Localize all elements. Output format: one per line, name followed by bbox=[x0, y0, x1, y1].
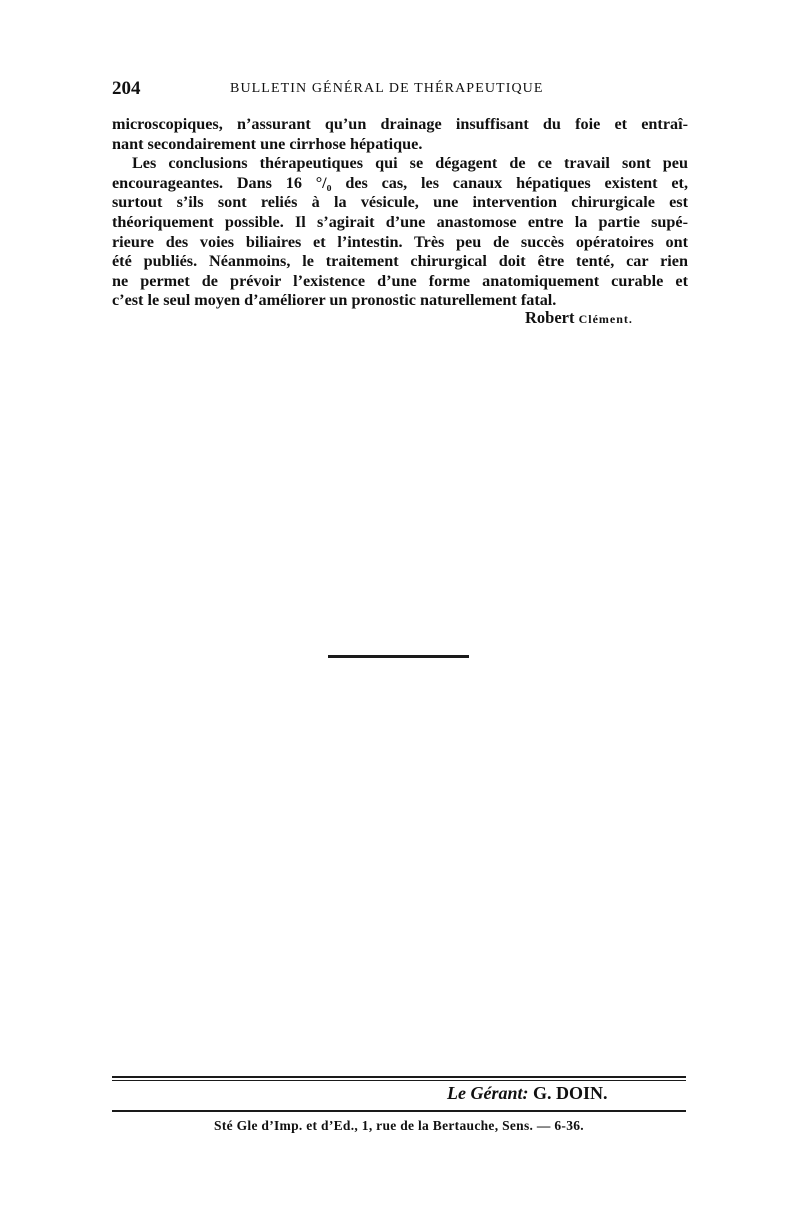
text-line: ne permet de prévoir l’existence d’une forme anatomiquement curable et bbox=[112, 271, 688, 290]
text-line: Les conclusions thérapeutiques qui se dégagent de ce travail sont peu bbox=[132, 154, 688, 173]
footer-rule-top bbox=[112, 1076, 686, 1078]
text-line: surtout s’ils sont reliés à la vésicule, une intervention chirurgicale est bbox=[112, 193, 688, 212]
text-line: rieure des voies biliaires et l’intestin. Très peu de succès opératoires ont bbox=[112, 232, 688, 251]
footer-rule-top-thin bbox=[112, 1080, 686, 1081]
page-header bbox=[112, 78, 686, 102]
page-number: 204 bbox=[112, 78, 141, 99]
gerant-name: G. DOIN. bbox=[532, 1083, 608, 1103]
author-first-name: Robert bbox=[525, 308, 575, 327]
author-signature bbox=[525, 308, 633, 328]
footer-rule-bottom bbox=[112, 1110, 686, 1112]
author-last-name: Clément. bbox=[578, 312, 633, 326]
gerant-label: Le Gérant: bbox=[447, 1083, 529, 1103]
text-line: été publiés. Néanmoins, le traitement chirurgical doit être tenté, car rien bbox=[112, 252, 688, 271]
text-line: théoriquement possible. Il s’agirait d’une anastomose entre la partie supé- bbox=[112, 212, 688, 231]
printer-imprint: Sté Gle d’Imp. et d’Ed., 1, rue de la Bertauche, Sens. — 6-36. bbox=[214, 1118, 584, 1133]
text-line: microscopiques, n’assurant qu’un drainage insuffisant du foie et entraî- bbox=[112, 115, 688, 133]
text-line: c’est le seul moyen d’améliorer un pronostic naturellement fatal. bbox=[112, 291, 557, 310]
gerant-line bbox=[447, 1083, 608, 1104]
text-line: encourageantes. Dans 16 °/₀ des cas, les canaux hépatiques existent et, bbox=[112, 173, 688, 192]
running-title: BULLETIN GÉNÉRAL DE THÉRAPEUTIQUE bbox=[230, 81, 544, 96]
text-line: nant secondairement une cirrhose hépatique. bbox=[112, 134, 423, 153]
article-body bbox=[112, 115, 688, 311]
section-separator bbox=[328, 655, 469, 658]
